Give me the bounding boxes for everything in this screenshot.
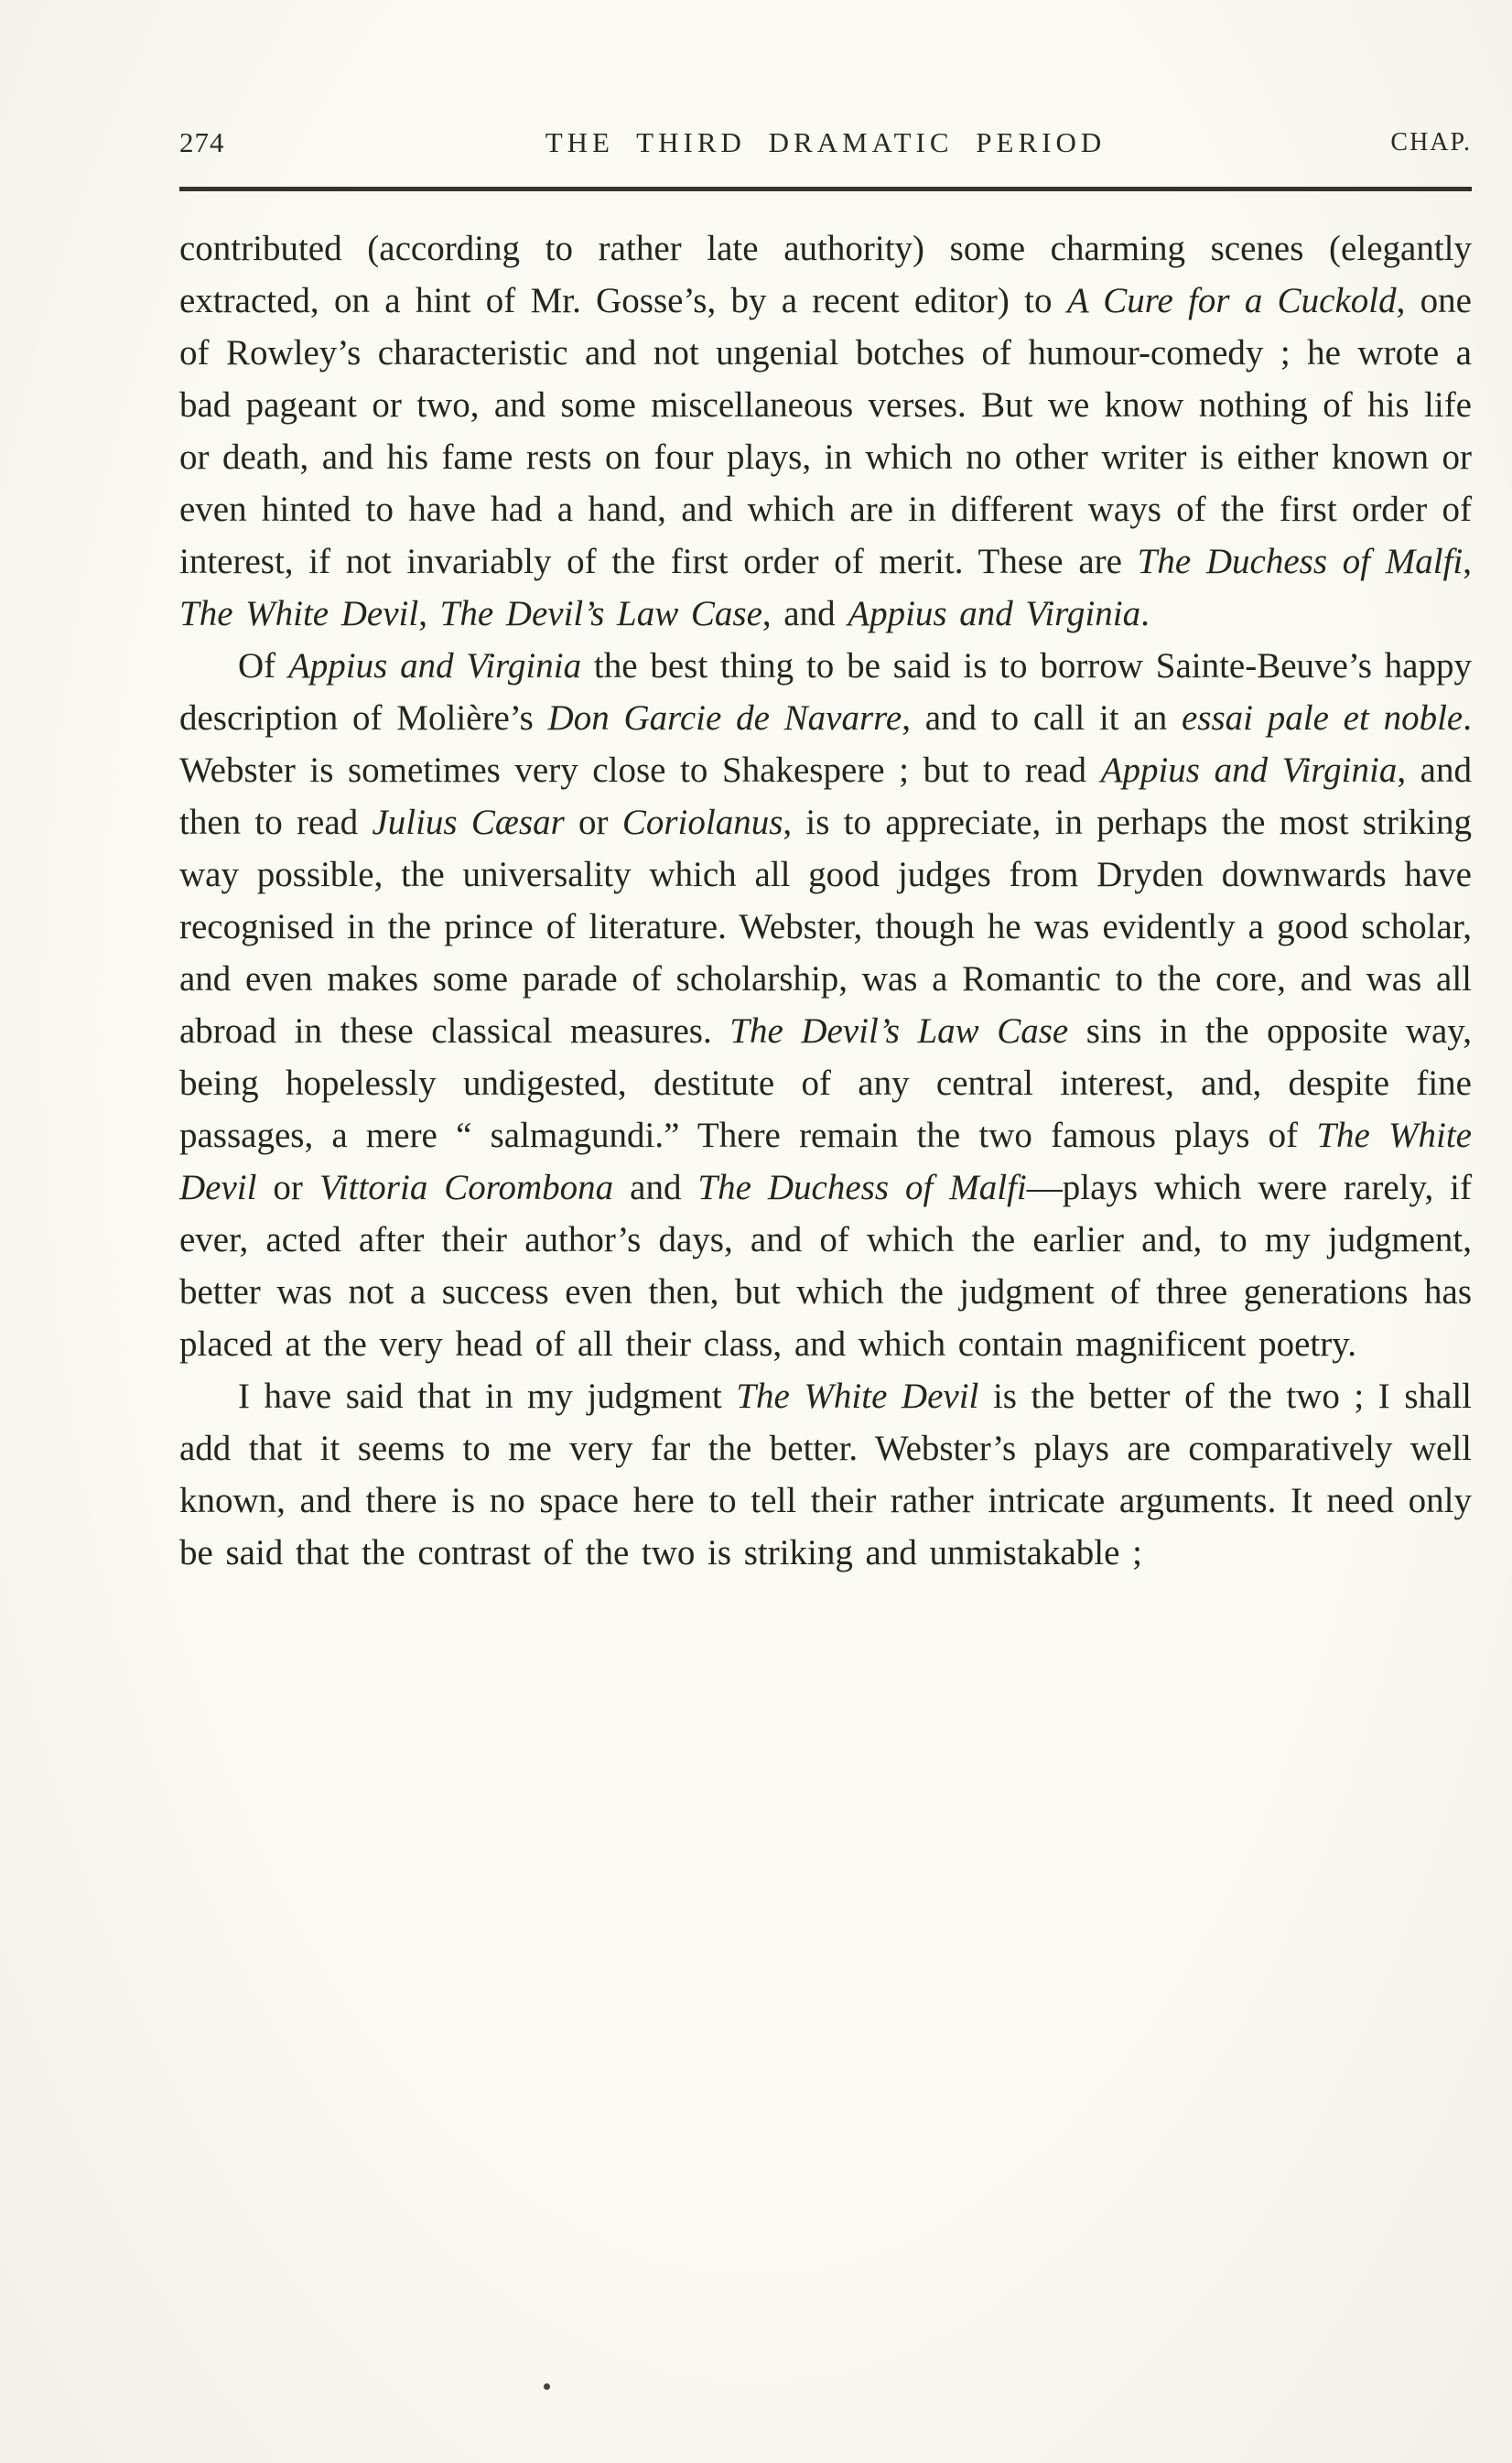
page-number: 274 <box>179 126 225 158</box>
page-body <box>179 222 1472 1579</box>
header-double-rule <box>179 187 1472 191</box>
text-block <box>179 0 1472 1579</box>
chapter-label: CHAP. <box>1390 128 1472 157</box>
print-artifact-dot <box>544 2383 550 2390</box>
running-title: THE THIRD DRAMATIC PERIOD <box>545 126 1107 158</box>
paragraph: Of Appius and Virginia the best thing to be said is to borrow Sainte-Beuve’s happy description of Molière’s Don Garcie de Navarre, and to call it an essai pale et noble. Webster is sometimes very close to Shakespere ; but to read Appius and Virginia, and then to read Julius Cæsar or Coriolanus, is to appreciate, in perhaps the most striking way possible, the universality which all good judges from Dryden downwards have recognised in the prince of literature. Webster, though he was evidently a good scholar, and even makes some parade of scholarship, was a Romantic to the core, and was all abroad in these classical measures. The Devil’s Law Case sins in the opposite way, being hopelessly undigested, destitute of any central interest, and, despite fine passages, a mere “ salmagundi.” There remain the two famous plays of The White Devil or Vittoria Corombona and The Duchess of Malfi—plays which were rarely, if ever, acted after their author’s days, and of which the earlier and, to my judgment, better was not a success even then, but which the judgment of three generations has placed at the very head of all their class, and which contain magnificent poetry. <box>179 646 1472 1364</box>
running-head <box>179 126 1472 163</box>
paragraph: contributed (according to rather late authority) some charming scenes (elegantly extracted, on a hint of Mr. Gosse’s, by a recent editor) to A Cure for a Cuckold, one of Rowley’s characteristic and not ungenial botches of humour-comedy ; he wrote a bad pageant or two, and some miscellaneous verses. But we know nothing of his life or death, and his fame rests on four plays, in which no other writer is either known or even hinted to have had a hand, and which are in different ways of the first order of interest, if not invariably of the first order of merit. These are The Duchess of Malfi, The White Devil, The Devil’s Law Case, and Appius and Virginia. <box>179 229 1473 633</box>
paragraph: I have said that in my judgment The White Devil is the better of the two ; I shall add that it seems to me very far the better. Webster’s plays are comparatively well known, and there is no space here to tell their rather intricate arguments. It need only be said that the contrast of the two is striking and unmistakable ; <box>179 1377 1472 1572</box>
